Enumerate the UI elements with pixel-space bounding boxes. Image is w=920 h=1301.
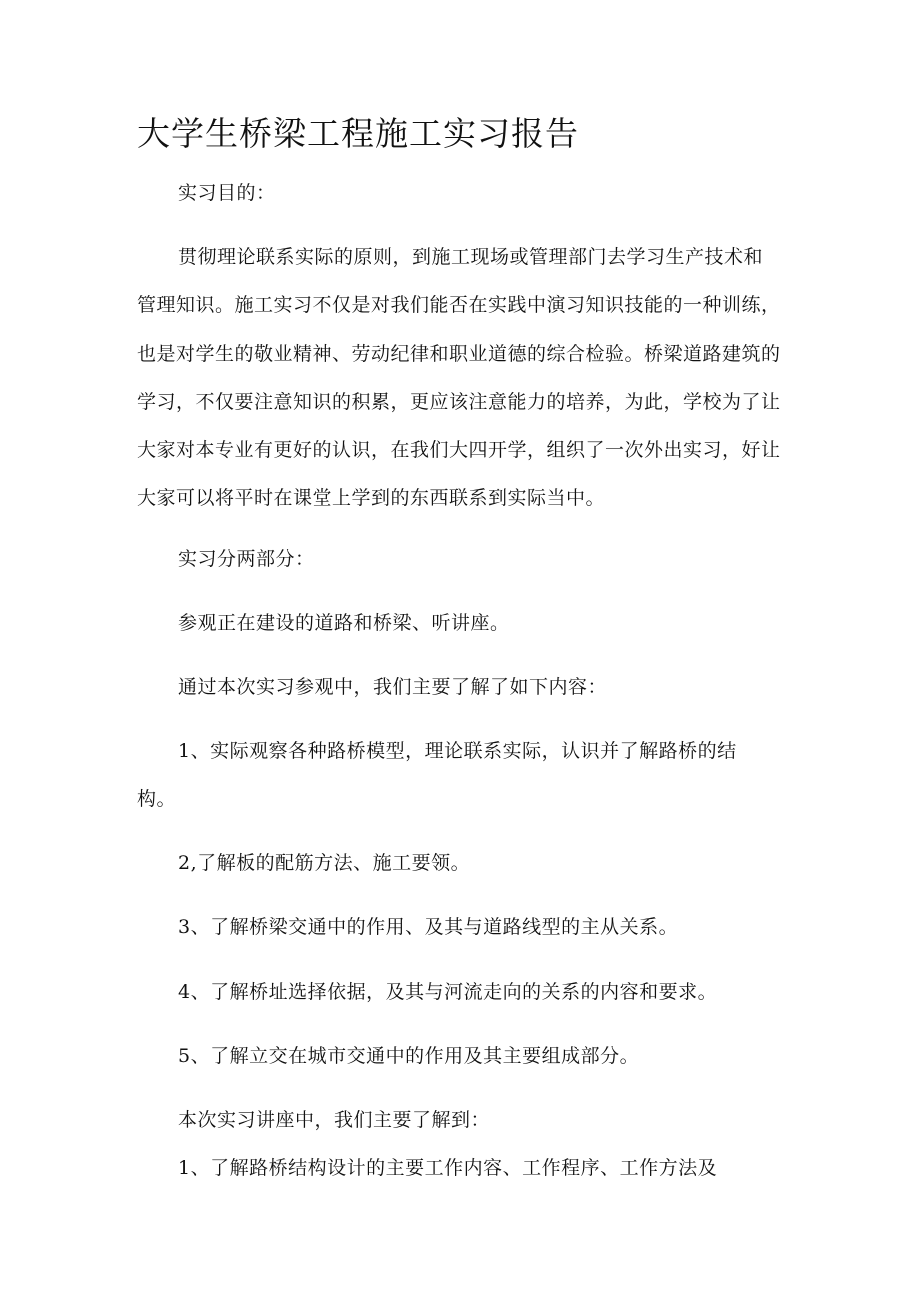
paragraph-line: 管理知识。施工实习不仅是对我们能否在实践中演习知识技能的一种训练， [137,294,781,316]
paragraph-line: 大家可以将平时在课堂上学到的东西联系到实际当中。 [137,487,606,509]
parts-heading: 实习分两部分： [178,548,315,570]
lecture-intro: 本次实习讲座中，我们主要了解到： [178,1109,491,1131]
visit-intro: 通过本次实习参观中，我们主要了解了如下内容： [178,676,608,698]
parts-text: 参观正在建设的道路和桥梁、听讲座。 [178,612,510,634]
list-item: 1、了解路桥结构设计的主要工作内容、工作程序、工作方法及 [178,1157,718,1179]
list-item: 3、了解桥梁交通中的作用、及其与道路线型的主从关系。 [178,916,679,938]
paragraph-line: 贯彻理论联系实际的原则，到施工现场或管理部门去学习生产技术和 [178,246,764,268]
list-item: 5、了解立交在城市交通中的作用及其主要组成部分。 [178,1045,640,1067]
purpose-heading: 实习目的： [178,182,276,204]
list-item-continuation: 构。 [137,788,177,810]
list-item: 4、了解桥址选择依据，及其与河流走向的关系的内容和要求。 [178,981,718,1003]
paragraph-line: 大家对本专业有更好的认识，在我们大四开学，组织了一次外出实习，好让 [137,439,781,461]
document-title: 大学生桥梁工程施工实习报告 [137,114,579,153]
list-item: 2,了解板的配筋方法、施工要领。 [178,852,471,874]
list-item: 1、实际观察各种路桥模型，理论联系实际，认识并了解路桥的结 [178,740,737,762]
paragraph-line: 学习，不仅要注意知识的积累，更应该注意能力的培养，为此，学校为了让 [137,391,781,413]
paragraph-line: 也是对学生的敬业精神、劳动纪律和职业道德的综合检验。桥梁道路建筑的 [137,343,781,365]
